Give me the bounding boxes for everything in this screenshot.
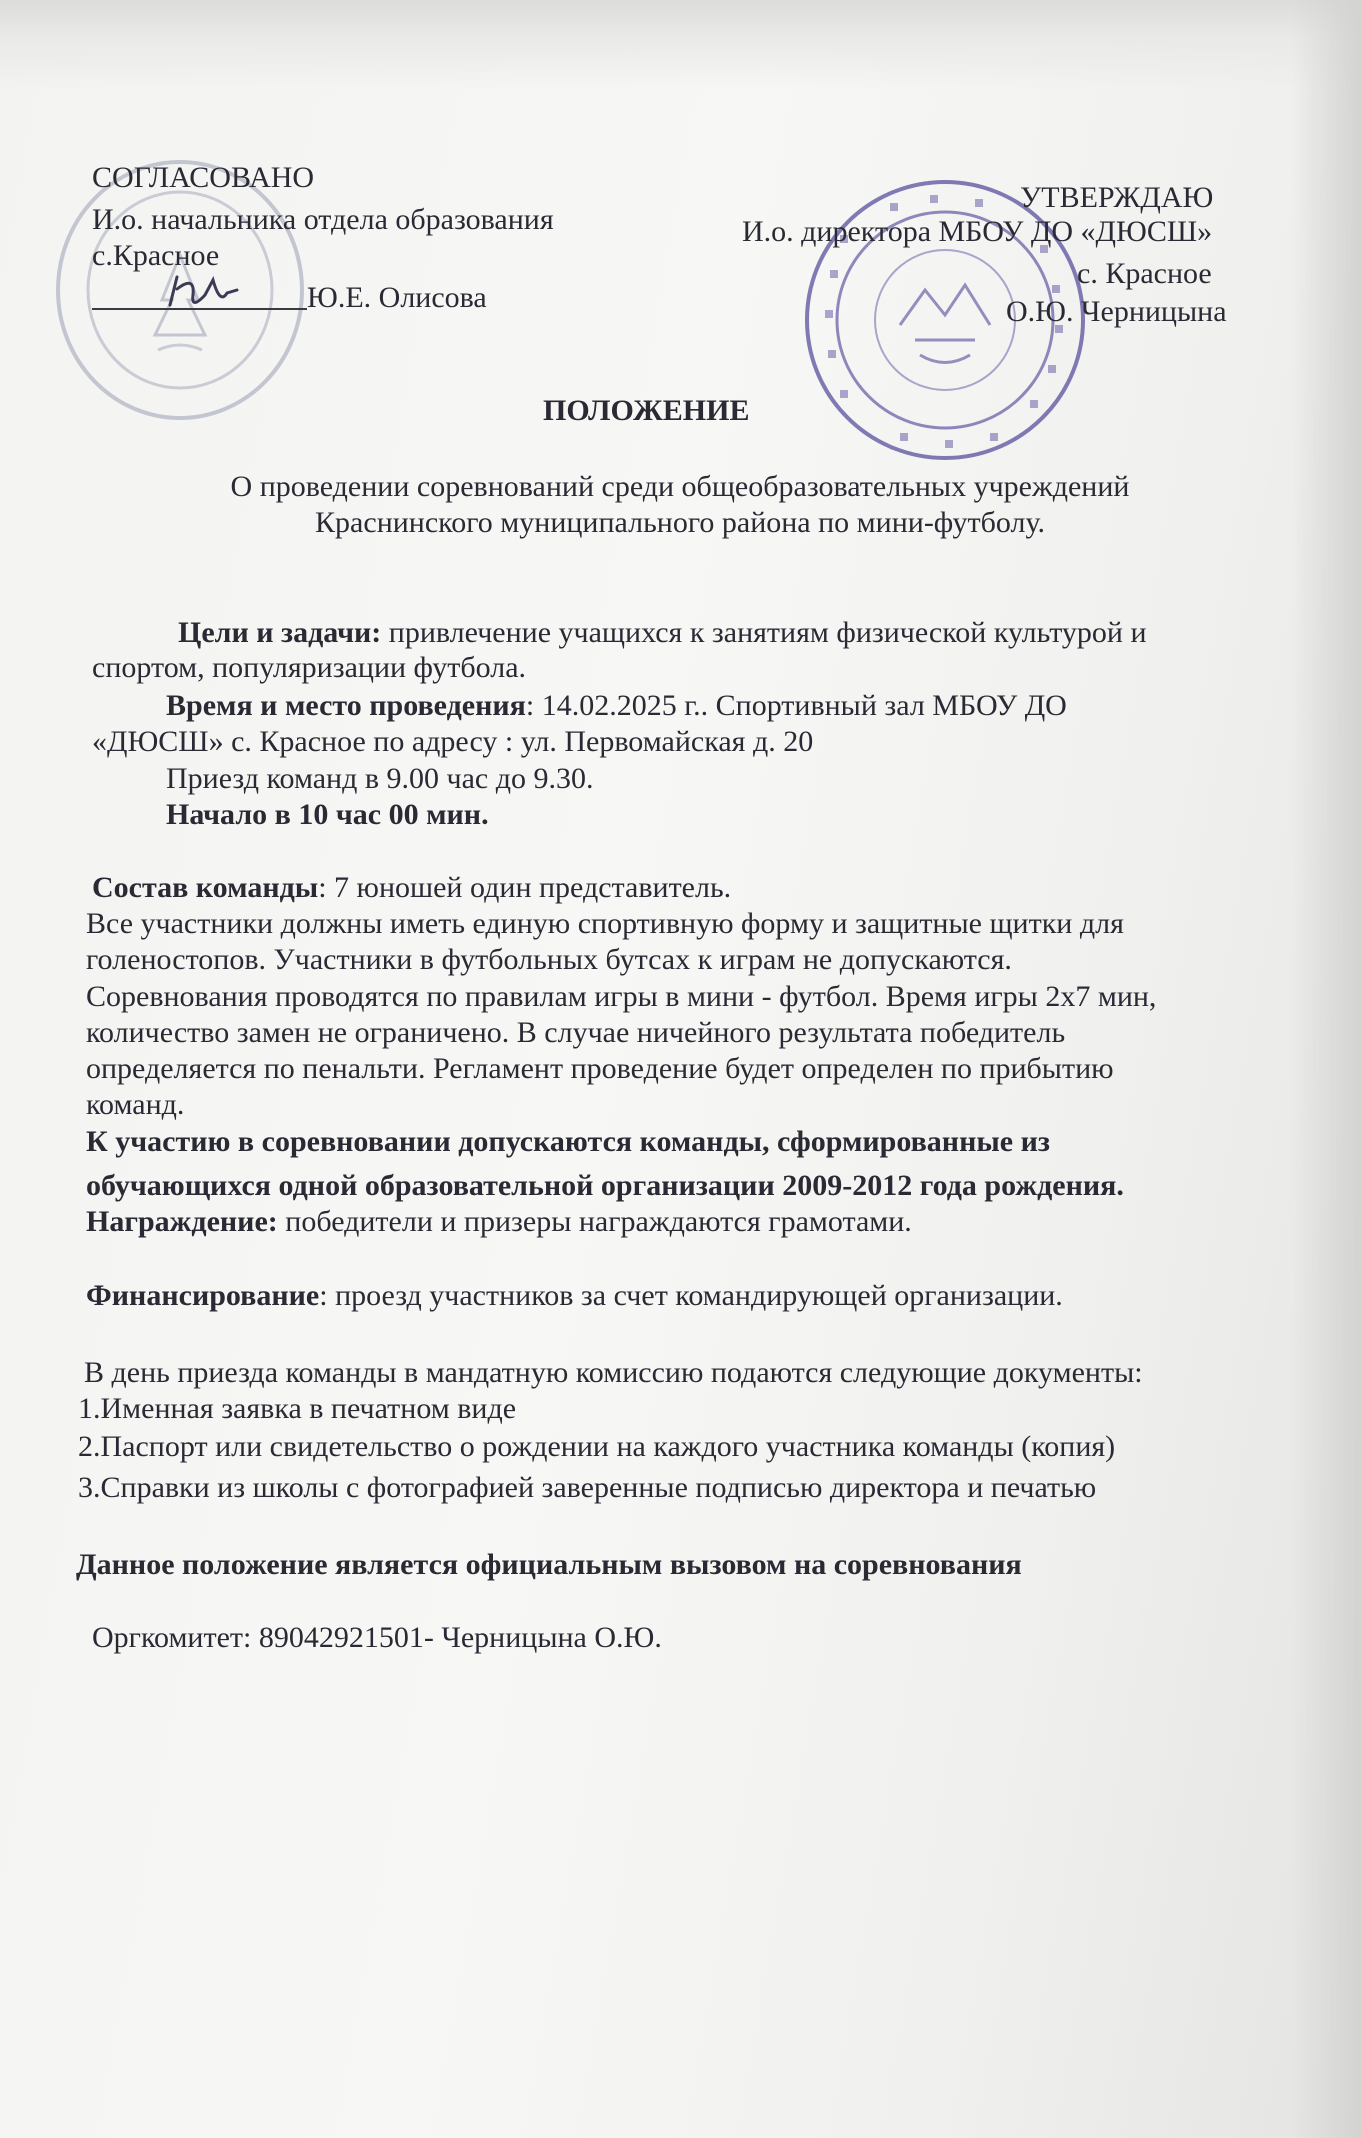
subtitle-line-1: О проведении соревнований среди общеобразовательных учреждений: [230, 470, 1130, 503]
page-title: ПОЛОЖЕНИЕ: [543, 394, 750, 427]
team-rule-line: голеностопов. Участники в футбольных бутсах к играм не допускаются.: [86, 943, 1012, 976]
finance-text: : проезд участников за счет командирующей организации.: [319, 1279, 1063, 1312]
team-line: [92, 870, 731, 906]
award-text: победители и призеры награждаются грамотами.: [277, 1205, 912, 1238]
time-place-line-1: [166, 688, 1067, 724]
team-label: Состав команды: [92, 871, 319, 904]
time-place-line-2: «ДЮСШ» с. Красное по адресу : ул. Первомайская д. 20: [92, 725, 814, 758]
time-place-text: : 14.02.2025 г.. Спортивный зал МБОУ ДО: [525, 689, 1067, 722]
documents-intro: В день приезда команды в мандатную комиссию подаются следующие документы:: [84, 1356, 1143, 1389]
arrival-time: Приезд команд в 9.00 час до 9.30.: [166, 762, 594, 795]
team-rule-line: определяется по пенальти. Регламент проведение будет определен по прибытию: [86, 1052, 1114, 1085]
goals-line-2: спортом, популяризации футбола.: [92, 651, 527, 684]
approval-left-heading: СОГЛАСОВАНО: [92, 161, 315, 194]
handwritten-signature: [165, 265, 255, 315]
award-line: [86, 1204, 912, 1240]
approval-right-position: И.о. директора МБОУ ДО «ДЮСШ»: [742, 215, 1213, 248]
team-rule-line: команд.: [86, 1088, 185, 1121]
approval-left-location: с.Красное: [92, 239, 220, 272]
documents-item: 1.Именная заявка в печатном виде: [78, 1392, 517, 1425]
paper-edge-shadow: [1291, 0, 1361, 2138]
approval-right-heading: УТВЕРЖДАЮ: [1020, 181, 1214, 214]
team-rule-line: количество замен не ограничено. В случае ничейного результата победитель: [86, 1016, 1066, 1049]
finance-line: [86, 1278, 1063, 1314]
approval-left-name: Ю.Е. Олисова: [307, 281, 487, 314]
start-time: Начало в 10 час 00 мин.: [166, 798, 489, 831]
time-place-label: Время и место проведения: [166, 689, 526, 722]
finance-label: Финансирование: [86, 1279, 320, 1312]
organizing-committee-contact: Оргкомитет: 89042921501- Черницына О.Ю.: [92, 1621, 662, 1654]
goals-line-1: [178, 615, 1147, 651]
team-rule-line: Все участники должны иметь единую спортивную форму и защитные щитки для: [86, 907, 1124, 940]
goals-label: Цели и задачи:: [178, 616, 382, 649]
admission-line-1: К участию в соревновании допускаются команды, сформированные из: [86, 1125, 1050, 1158]
approval-right-location: с. Красное: [1077, 257, 1212, 290]
official-call: Данное положение является официальным вызовом на соревнования: [76, 1548, 1022, 1581]
goals-text: привлечение учащихся к занятиям физической культурой и: [381, 616, 1147, 649]
documents-item: 2.Паспорт или свидетельство о рождении на каждого участника команды (копия): [78, 1430, 1116, 1463]
subtitle-line-2: Краснинского муниципального района по мини-футболу.: [315, 506, 1045, 539]
award-label: Награждение:: [86, 1205, 278, 1238]
documents-item: 3.Справки из школы с фотографией заверенные подписью директора и печатью: [78, 1471, 1097, 1504]
admission-line-2: обучающихся одной образовательной организации 2009-2012 года рождения.: [86, 1169, 1124, 1202]
approval-right-name: О.Ю. Черницына: [1006, 295, 1227, 328]
team-text: : 7 юношей один представитель.: [318, 871, 732, 904]
paper-fold-shadow: [0, 0, 1361, 90]
approval-left-position: И.о. начальника отдела образования: [92, 203, 554, 236]
team-rule-line: Соревнования проводятся по правилам игры в мини - футбол. Время игры 2х7 мин,: [86, 980, 1157, 1013]
